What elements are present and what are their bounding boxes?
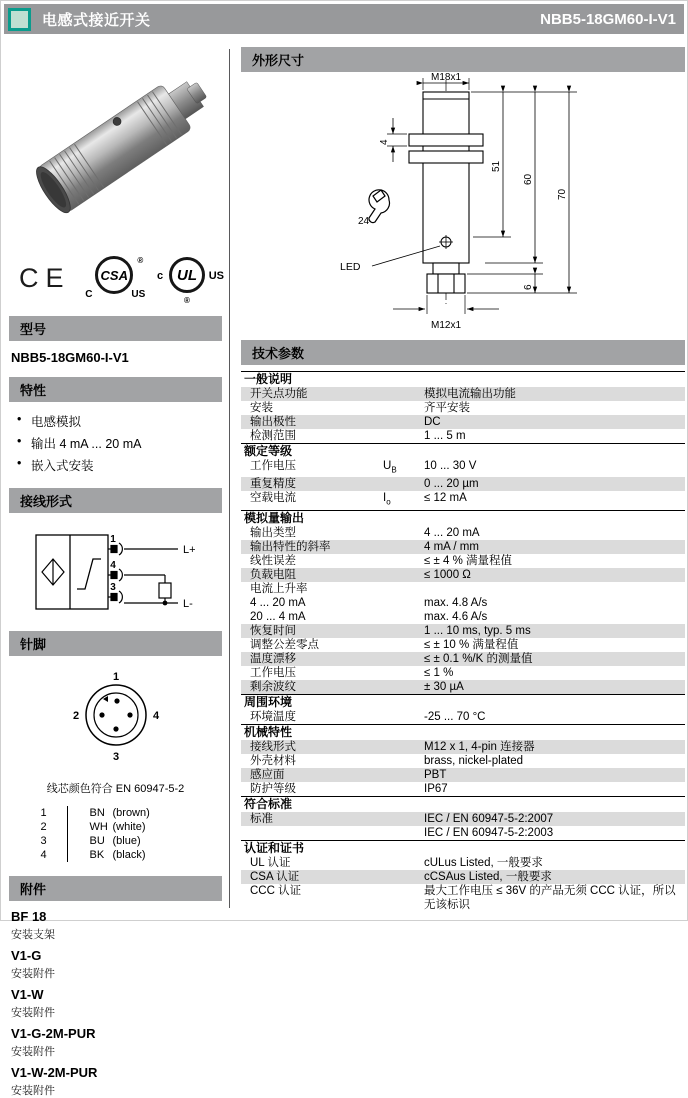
brand-icon bbox=[8, 8, 31, 31]
tech-row-value: 齐平安装 bbox=[424, 402, 470, 414]
section-tech-heading: 技术参数 bbox=[241, 340, 685, 365]
tech-row-label: 空载电流 bbox=[250, 492, 296, 505]
tech-subsection-title: 周围环境 bbox=[241, 694, 685, 710]
dim-6-label: 6 bbox=[523, 284, 534, 290]
wrench-size-label: 24 bbox=[358, 216, 370, 227]
pin-color-name: (brown) bbox=[112, 807, 150, 819]
wire-lplus-label: L+ bbox=[182, 544, 196, 556]
accessory-description: 安装附件 bbox=[11, 968, 55, 980]
tech-row-value: PBT bbox=[424, 768, 447, 781]
certification-logos bbox=[9, 252, 222, 304]
model-value: NBB5-18GM60-I-V1 bbox=[11, 350, 129, 365]
tech-row-value: 4 ... 20 mA bbox=[424, 526, 480, 539]
tech-row-label: 温度漂移 bbox=[250, 652, 296, 665]
part-number: NBB5-18GM60-I-V1 bbox=[540, 10, 676, 28]
tech-row-label: 开关点功能 bbox=[250, 388, 308, 400]
wire-pin4-label: 4 bbox=[109, 560, 116, 571]
tech-row-value: IEC / EN 60947-5-2:2007 bbox=[424, 812, 554, 825]
section-features-heading: 特性 bbox=[9, 377, 222, 402]
pin-code: BN bbox=[67, 806, 113, 820]
product-photo-image bbox=[9, 47, 222, 252]
feature-item: • 输出 4 mA ... 20 mA bbox=[15, 432, 222, 454]
tech-row bbox=[241, 856, 685, 870]
csa-logo-icon: CSA ® C US bbox=[85, 256, 146, 300]
tech-row-label: 输出特性的斜率 bbox=[250, 540, 331, 553]
right-column bbox=[241, 47, 685, 912]
tech-row bbox=[241, 870, 685, 884]
tech-row bbox=[241, 610, 685, 624]
accessories-list bbox=[9, 901, 222, 1098]
tech-row-label: 工作电压 bbox=[250, 666, 296, 679]
wire-pin1-label: 1 bbox=[109, 534, 116, 545]
wire-pin3-label: 3 bbox=[109, 582, 116, 593]
tech-row-label: 输出极性 bbox=[250, 416, 296, 428]
product-photo bbox=[9, 47, 222, 252]
tech-row-label: 接线形式 bbox=[250, 740, 296, 753]
ul-logo-icon: UL c US ® bbox=[160, 254, 216, 302]
section-connection-heading: 接线形式 bbox=[9, 488, 222, 513]
tech-row-label: 感应面 bbox=[250, 768, 285, 781]
pin-number: 2 bbox=[40, 821, 47, 833]
pin-code: BK bbox=[67, 848, 113, 862]
thread-bottom-label: M12x1 bbox=[430, 320, 462, 331]
pinout-diagram bbox=[9, 656, 222, 776]
tech-row-label: 电流上升率 bbox=[250, 582, 308, 595]
tech-row bbox=[241, 754, 685, 768]
tech-row-label: 负载电阻 bbox=[250, 568, 296, 581]
tech-row-value: ≤ 12 mA bbox=[424, 492, 467, 505]
tech-row-label: CSA 认证 bbox=[250, 870, 300, 883]
accessory-description: 安装附件 bbox=[11, 1007, 55, 1019]
pin-number: 4 bbox=[40, 849, 47, 861]
dim-60-label: 60 bbox=[523, 173, 534, 185]
tech-row-label: 重复精度 bbox=[250, 478, 296, 491]
tech-row bbox=[241, 401, 685, 415]
tech-row-value: ± 30 µA bbox=[424, 680, 464, 693]
accessory-description: 安装附件 bbox=[11, 1085, 55, 1097]
tech-row bbox=[241, 554, 685, 568]
led-label: LED bbox=[340, 261, 361, 273]
tech-row bbox=[241, 387, 685, 401]
tech-row-value: 模拟电流输出功能 bbox=[424, 388, 516, 400]
tech-row bbox=[241, 415, 685, 429]
tech-row bbox=[241, 680, 685, 694]
pin-color-name: (black) bbox=[112, 849, 146, 861]
accessory-name: BF 18 bbox=[11, 909, 47, 924]
tech-row-value: cCSAus Listed, 一般要求 bbox=[424, 870, 552, 883]
connection-diagram bbox=[9, 513, 222, 631]
tech-row-value: ≤ 1000 Ω bbox=[424, 568, 471, 581]
tech-row-value: IEC / EN 60947-5-2:2003 bbox=[424, 826, 554, 839]
tech-row-label: 工作电压 bbox=[250, 460, 296, 472]
section-pinout-heading: 针脚 bbox=[9, 631, 222, 656]
tech-row bbox=[241, 812, 685, 826]
tech-row bbox=[241, 477, 685, 491]
tech-row bbox=[241, 782, 685, 796]
accessory-name: V1-G-2M-PUR bbox=[11, 1026, 96, 1041]
pin-color-name: (white) bbox=[112, 821, 146, 833]
tech-row-value: 4 mA / mm bbox=[424, 540, 479, 553]
pin-color-table bbox=[41, 806, 191, 862]
tech-subsection-title: 额定等级 bbox=[241, 443, 685, 459]
pin-number: 1 bbox=[40, 807, 47, 819]
accessory-description: 安装支架 bbox=[11, 929, 55, 941]
wire-color-note: 线芯颜色符合 EN 60947-5-2 bbox=[46, 783, 185, 795]
tech-row-symbol: $I_o$ bbox=[383, 492, 391, 507]
pin-color-name: (blue) bbox=[112, 835, 141, 847]
tech-row bbox=[241, 652, 685, 666]
tech-row-label: 环境温度 bbox=[250, 710, 296, 723]
nut-height-label: 4 bbox=[379, 139, 390, 145]
tech-row bbox=[241, 624, 685, 638]
tech-row bbox=[241, 459, 685, 477]
accessory-name: V1-G bbox=[11, 948, 42, 963]
tech-subsection-title: 模拟量输出 bbox=[241, 510, 685, 526]
dimension-drawing bbox=[241, 72, 685, 340]
pin-color-row bbox=[41, 848, 191, 862]
tech-row-value: max. 4.6 A/s bbox=[424, 610, 488, 623]
tech-row bbox=[241, 582, 685, 596]
tech-row-value: 1 ... 5 m bbox=[424, 430, 466, 442]
feature-item: • 电感模拟 bbox=[15, 410, 222, 432]
tech-row-value: ≤ 1 % bbox=[424, 666, 454, 679]
tech-row-value: ≤ ± 10 % 满量程值 bbox=[424, 638, 519, 651]
tech-row bbox=[241, 596, 685, 610]
pinout-bottom-label: 3 bbox=[112, 751, 119, 763]
wrench-icon bbox=[369, 190, 390, 223]
tech-subsection-title: 机械特性 bbox=[241, 724, 685, 740]
tech-row-label: 20 ... 4 mA bbox=[250, 610, 306, 623]
pin-color-row bbox=[41, 806, 191, 820]
tech-row bbox=[241, 638, 685, 652]
dim-70-label: 70 bbox=[557, 188, 568, 200]
pinout-left-label: 2 bbox=[72, 710, 79, 722]
column-divider bbox=[229, 49, 230, 908]
tech-subsection-title: 符合标准 bbox=[241, 796, 685, 812]
tech-row-label: 标准 bbox=[250, 812, 273, 825]
tech-row-label: 恢复时间 bbox=[250, 624, 296, 637]
pinout-right-label: 4 bbox=[152, 710, 159, 722]
tech-row-value: M12 x 1, 4-pin 连接器 bbox=[424, 740, 535, 753]
tech-row-label: 4 ... 20 mA bbox=[250, 596, 306, 609]
tech-row-value: 最大工作电压 ≤ 36V 的产品无须 CCC 认证，所以无该标识 bbox=[424, 884, 676, 911]
dim-51-label: 51 bbox=[491, 160, 502, 172]
accessory-name: V1-W-2M-PUR bbox=[11, 1065, 98, 1080]
header-bar bbox=[4, 4, 684, 34]
tech-row bbox=[241, 740, 685, 754]
ce-logo-icon: CE bbox=[19, 262, 71, 293]
wiring-diagram-image bbox=[18, 523, 214, 619]
tech-row-value: 10 ... 30 V bbox=[424, 460, 477, 472]
tech-row-value: IP67 bbox=[424, 782, 448, 795]
tech-row-value: brass, nickel-plated bbox=[424, 754, 524, 767]
pinout-top-label: 1 bbox=[112, 671, 119, 683]
pin-color-row bbox=[41, 834, 191, 848]
section-model-heading: 型号 bbox=[9, 316, 222, 341]
feature-item: • 嵌入式安装 bbox=[15, 454, 222, 476]
pinout-image bbox=[56, 666, 176, 764]
tech-row-value: ≤ ± 0.1 %/K 的测量值 bbox=[424, 652, 533, 665]
tech-subsection-title: 认证和证书 bbox=[241, 840, 685, 856]
section-accessories-heading: 附件 bbox=[9, 876, 222, 901]
tech-row bbox=[241, 526, 685, 540]
accessory-name: V1-W bbox=[11, 987, 44, 1002]
section-dimensions-heading: 外形尺寸 bbox=[241, 47, 685, 72]
tech-row bbox=[241, 710, 685, 724]
tech-row bbox=[241, 568, 685, 582]
page-title: 电感式接近开关 bbox=[42, 11, 151, 29]
tech-row-label: 剩余波纹 bbox=[250, 680, 296, 693]
tech-row-label: 检测范围 bbox=[250, 430, 296, 442]
tech-row-value: -25 ... 70 °C bbox=[424, 710, 486, 723]
tech-row-label: UL 认证 bbox=[250, 856, 291, 869]
tech-row-label: 调整公差零点 bbox=[250, 638, 319, 651]
tech-row-label: 防护等级 bbox=[250, 782, 296, 795]
thread-top-label: M18x1 bbox=[430, 72, 462, 83]
tech-row bbox=[241, 884, 685, 912]
pin-color-row bbox=[41, 820, 191, 834]
tech-row bbox=[241, 768, 685, 782]
dimension-drawing-image bbox=[241, 72, 685, 340]
tech-row-value: max. 4.8 A/s bbox=[424, 596, 488, 609]
wire-lminus-label: L- bbox=[182, 598, 193, 610]
tech-row-label: 外壳材料 bbox=[250, 754, 296, 767]
tech-subsection-title: 一般说明 bbox=[241, 371, 685, 387]
tech-row-value: 1 ... 10 ms, typ. 5 ms bbox=[424, 624, 531, 637]
features-list bbox=[9, 402, 222, 488]
tech-row-value: cULus Listed, 一般要求 bbox=[424, 856, 543, 869]
tech-table bbox=[241, 371, 685, 912]
pin-code: WH bbox=[67, 820, 113, 834]
accessory-description: 安装附件 bbox=[11, 1046, 55, 1058]
tech-row bbox=[241, 666, 685, 680]
tech-row-value: ≤ ± 4 % 满量程值 bbox=[424, 554, 513, 567]
tech-row bbox=[241, 429, 685, 443]
pin-code: BU bbox=[67, 834, 113, 848]
tech-row bbox=[241, 540, 685, 554]
tech-row-value: DC bbox=[424, 416, 441, 428]
tech-row bbox=[241, 826, 685, 840]
pin-number: 3 bbox=[40, 835, 47, 847]
tech-row-value: 0 ... 20 µm bbox=[424, 478, 479, 491]
tech-row-label: 线性误差 bbox=[250, 554, 296, 567]
tech-row-label: CCC 认证 bbox=[250, 884, 302, 897]
tech-row-label: 安装 bbox=[250, 402, 273, 414]
left-column bbox=[9, 47, 222, 1098]
tech-row-label: 输出类型 bbox=[250, 526, 296, 539]
tech-row-symbol: $U_B$ bbox=[383, 460, 397, 475]
tech-row bbox=[241, 491, 685, 509]
